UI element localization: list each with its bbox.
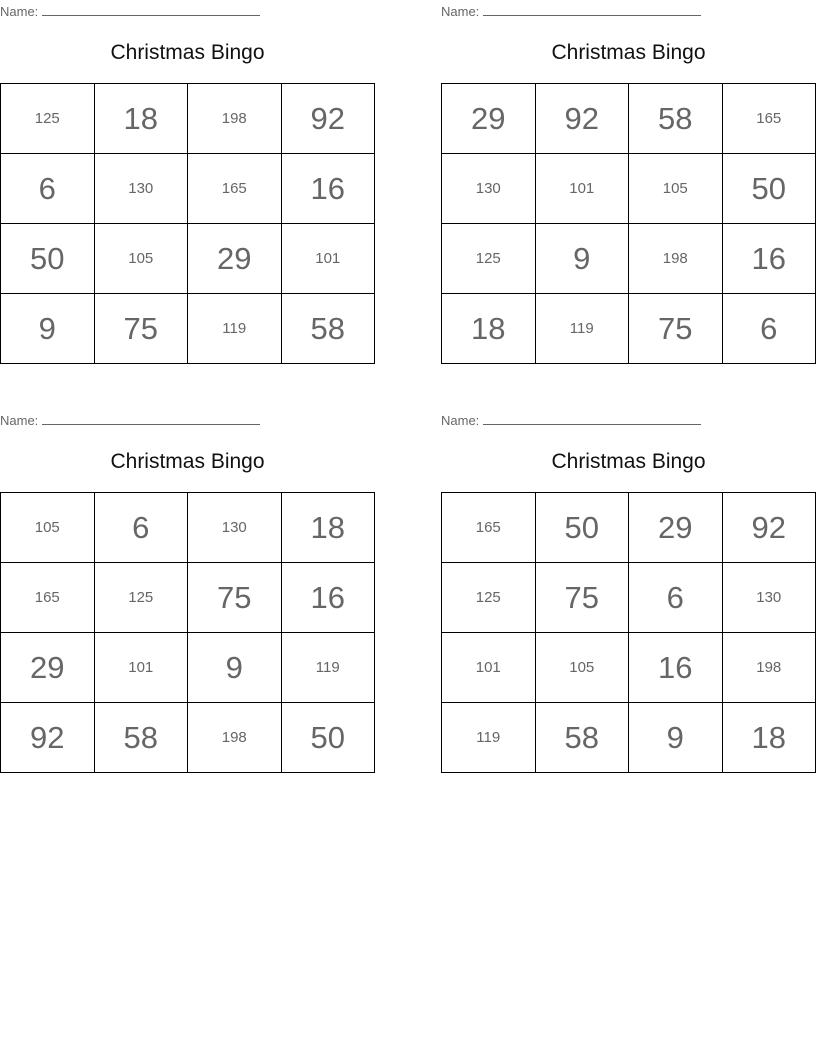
bingo-cell[interactable]: 6: [722, 294, 816, 364]
bingo-cell[interactable]: 165: [722, 84, 816, 154]
bingo-cell[interactable]: 101: [94, 633, 188, 703]
bingo-cell[interactable]: 16: [281, 563, 375, 633]
name-line[interactable]: [42, 412, 260, 425]
bingo-cell[interactable]: 18: [442, 294, 536, 364]
bingo-cell[interactable]: 101: [281, 224, 375, 294]
grid-row: [442, 84, 816, 154]
bingo-cell[interactable]: 16: [722, 224, 816, 294]
bingo-cell[interactable]: 58: [281, 294, 375, 364]
bingo-cell[interactable]: 29: [629, 493, 723, 563]
bingo-cell[interactable]: 50: [281, 703, 375, 773]
bingo-cell[interactable]: 130: [722, 563, 816, 633]
bingo-cell[interactable]: 125: [442, 563, 536, 633]
bingo-cell[interactable]: 105: [535, 633, 629, 703]
bingo-grid: [441, 492, 816, 773]
bingo-cell[interactable]: 75: [535, 563, 629, 633]
bingo-cell[interactable]: 92: [1, 703, 95, 773]
bingo-cell[interactable]: 9: [188, 633, 282, 703]
grid-row: [1, 224, 375, 294]
bingo-cell[interactable]: 50: [1, 224, 95, 294]
grid-row: [1, 563, 375, 633]
bingo-cell[interactable]: 119: [188, 294, 282, 364]
bingo-cell[interactable]: 165: [188, 154, 282, 224]
bingo-cell[interactable]: 29: [1, 633, 95, 703]
bingo-cell[interactable]: 75: [629, 294, 723, 364]
bingo-cell[interactable]: 92: [281, 84, 375, 154]
bingo-cell[interactable]: 9: [535, 224, 629, 294]
bingo-cell[interactable]: 50: [722, 154, 816, 224]
grid-row: [442, 633, 816, 703]
bingo-cell[interactable]: 9: [1, 294, 95, 364]
card-title: Christmas Bingo: [110, 450, 265, 473]
name-line[interactable]: [483, 3, 701, 16]
name-field[interactable]: [0, 412, 260, 428]
bingo-cell[interactable]: 29: [188, 224, 282, 294]
name-line[interactable]: [42, 3, 260, 16]
grid-row: [1, 294, 375, 364]
bingo-cell[interactable]: 125: [442, 224, 536, 294]
bingo-cell[interactable]: 58: [535, 703, 629, 773]
bingo-cell[interactable]: 130: [442, 154, 536, 224]
name-label: Name:: [441, 4, 480, 19]
name-field[interactable]: [441, 3, 701, 19]
bingo-cell[interactable]: 75: [188, 563, 282, 633]
bingo-cell[interactable]: 18: [94, 84, 188, 154]
grid-row: [442, 493, 816, 563]
bingo-cell[interactable]: 9: [629, 703, 723, 773]
bingo-cell[interactable]: 198: [188, 703, 282, 773]
bingo-cell[interactable]: 16: [629, 633, 723, 703]
bingo-cell[interactable]: 105: [1, 493, 95, 563]
bingo-cell[interactable]: 105: [629, 154, 723, 224]
bingo-cell[interactable]: 101: [535, 154, 629, 224]
card-title: Christmas Bingo: [551, 41, 706, 64]
bingo-cell[interactable]: 198: [629, 224, 723, 294]
bingo-cell[interactable]: 119: [281, 633, 375, 703]
bingo-cell[interactable]: 18: [722, 703, 816, 773]
bingo-grid: [441, 83, 816, 364]
bingo-cell[interactable]: 165: [442, 493, 536, 563]
grid-row: [442, 703, 816, 773]
bingo-cell[interactable]: 165: [1, 563, 95, 633]
bingo-cell[interactable]: 50: [535, 493, 629, 563]
bingo-cell[interactable]: 198: [188, 84, 282, 154]
name-label: Name:: [0, 413, 39, 428]
bingo-cell[interactable]: 29: [442, 84, 536, 154]
bingo-grid: [0, 492, 375, 773]
grid-row: [442, 224, 816, 294]
card-title: Christmas Bingo: [551, 450, 706, 473]
name-label: Name:: [441, 413, 480, 428]
name-field[interactable]: [441, 412, 701, 428]
card-title: Christmas Bingo: [110, 41, 265, 64]
name-line[interactable]: [483, 412, 701, 425]
bingo-cell[interactable]: 58: [94, 703, 188, 773]
name-label: Name:: [0, 4, 39, 19]
bingo-cell[interactable]: 119: [442, 703, 536, 773]
grid-row: [442, 294, 816, 364]
grid-row: [442, 154, 816, 224]
name-field[interactable]: [0, 3, 260, 19]
bingo-cell[interactable]: 18: [281, 493, 375, 563]
grid-row: [1, 703, 375, 773]
bingo-cell[interactable]: 16: [281, 154, 375, 224]
bingo-cell[interactable]: 6: [629, 563, 723, 633]
bingo-cell[interactable]: 125: [1, 84, 95, 154]
bingo-cell[interactable]: 92: [722, 493, 816, 563]
bingo-cell[interactable]: 101: [442, 633, 536, 703]
bingo-cell[interactable]: 130: [94, 154, 188, 224]
grid-row: [1, 633, 375, 703]
bingo-cell[interactable]: 58: [629, 84, 723, 154]
bingo-cell[interactable]: 75: [94, 294, 188, 364]
bingo-cell[interactable]: 6: [1, 154, 95, 224]
grid-row: [1, 84, 375, 154]
bingo-cell[interactable]: 198: [722, 633, 816, 703]
bingo-cell[interactable]: 130: [188, 493, 282, 563]
grid-row: [1, 154, 375, 224]
grid-row: [442, 563, 816, 633]
grid-row: [1, 493, 375, 563]
bingo-cell[interactable]: 105: [94, 224, 188, 294]
bingo-cell[interactable]: 125: [94, 563, 188, 633]
bingo-grid: [0, 83, 375, 364]
bingo-cell[interactable]: 6: [94, 493, 188, 563]
bingo-cell[interactable]: 92: [535, 84, 629, 154]
bingo-cell[interactable]: 119: [535, 294, 629, 364]
